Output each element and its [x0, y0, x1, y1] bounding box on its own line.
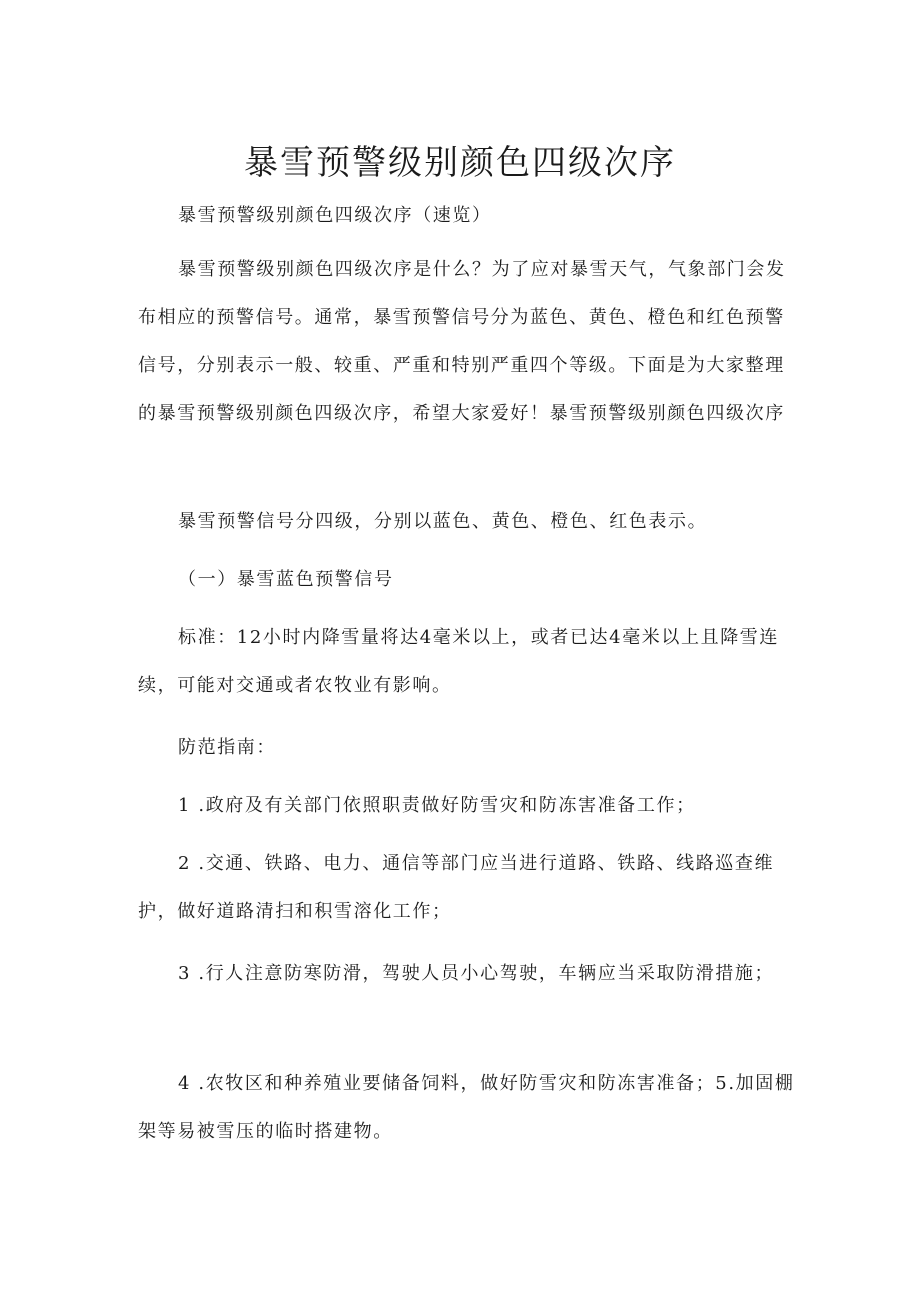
list-item-3: 3 .行人注意防寒防滑，驾驶人员小心驾驶，车辆应当采取防滑措施； [178, 963, 775, 984]
paragraph-guide-heading: 防范指南： [178, 737, 276, 758]
paragraph-overview-heading: 暴雪预警级别颜色四级次序（速览） [178, 205, 492, 226]
section-heading-blue: （一）暴雪蓝色预警信号 [178, 569, 394, 590]
list-item-2: 2 .交通、铁路、电力、通信等部门应当进行道路、铁路、线路巡查维护，做好道路清扫和积雪溶化工作； [138, 853, 775, 922]
document-title: 暴雪预警级别颜色四级次序 [244, 142, 676, 183]
list-item-4: 4 .农牧区和种养殖业要储备饲料，做好防雪灾和防冻害准备；5.加固棚架等易被雪压的临时搭建物。 [138, 1073, 795, 1142]
paragraph-standard: 标准：12小时内降雪量将达4毫米以上，或者已达4毫米以上且降雪连续，可能对交通或者农牧业有影响。 [138, 627, 780, 696]
paragraph-levels: 暴雪预警信号分四级，分别以蓝色、黄色、橙色、红色表示。 [178, 511, 708, 532]
list-item-1: 1 .政府及有关部门依照职责做好防雪灾和防冻害准备工作； [178, 795, 696, 816]
paragraph-intro: 暴雪预警级别颜色四级次序是什么？为了应对暴雪天气，气象部门会发布相应的预警信号。通常，暴雪预警信号分为蓝色、黄色、橙色和红色预警信号，分别表示一般、较重、严重和特别严重四个等级。下面是为大家整理的暴雪预警级别颜色四级次序，希望大家爱好！暴雪预警级别颜色四级次序 [138, 259, 786, 424]
